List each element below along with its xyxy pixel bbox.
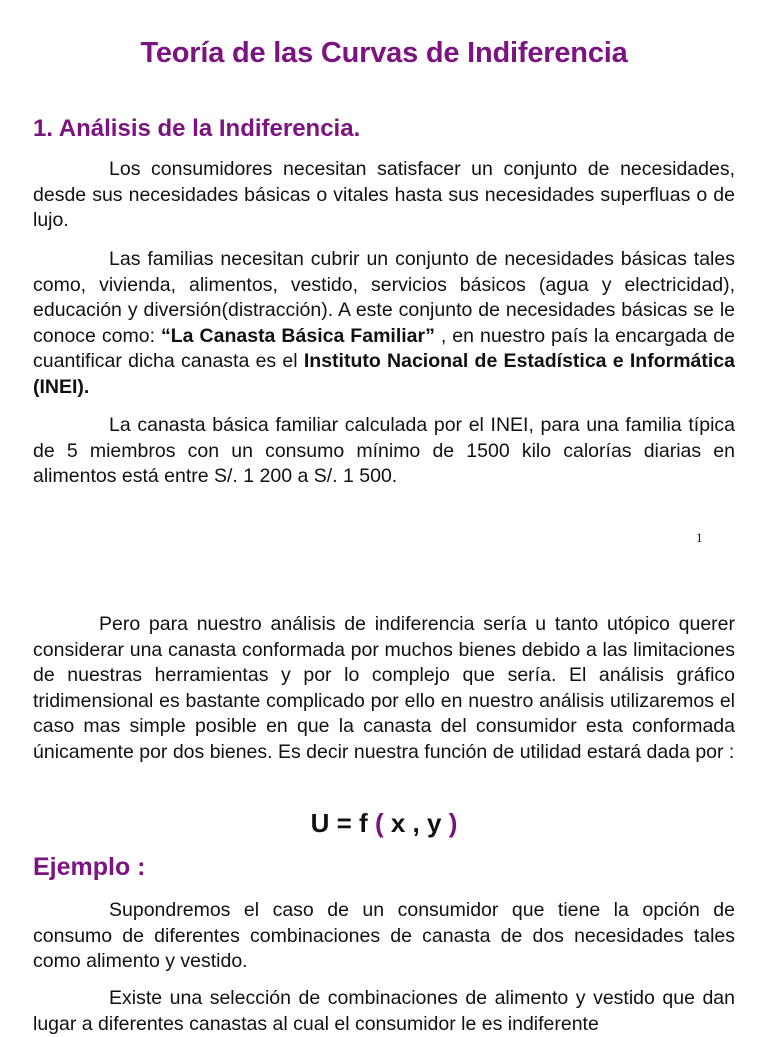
formula-open-paren: ( [374,808,384,838]
paragraph-5-text: Supondremos el caso de un consumidor que tiene la opción de consumo de diferentes combinaciones de canasta de dos necesidades tales como alimento y vestido. [33,899,735,972]
paragraph-2-text-b: , en nuestro país la encargada de cuantificar dicha canasta es el [33,324,735,372]
paragraph-6 [33,986,735,1037]
example-heading: Ejemplo : [33,853,146,881]
canasta-basica-term: “La Canasta Básica Familiar” [161,324,435,347]
formula-lhs: U = [310,808,352,838]
paragraph-6-text: Existe una selección de combinaciones de alimento y vestido que dan lugar a diferentes canastas al cual el consumidor le es indiferente [33,987,735,1035]
paragraph-4 [33,612,735,765]
formula-args: x , y [390,808,442,838]
paragraph-3-text: La canasta básica familiar calculada por el INEI, para una familia típica de 5 miembros con un consumo mínimo de 1500 kilo calorías diarias en alimentos está entre S/. 1 200 a S/. 1 500. [33,414,735,487]
paragraph-2-text-a: Las familias necesitan cubrir un conjunto de necesidades básicas tales como, vivienda, alimentos, vestido, servicios básicos (agua y electricidad), educación y diversión(distracción). A este conjunto de necesidades básicas se le conoce como: [33,248,735,347]
formula-close-paren: ) [448,808,458,838]
paragraph-5 [33,898,735,975]
paragraph-2 [33,247,735,400]
paragraph-4-text: Pero para nuestro análisis de indiferencia sería u tanto utópico querer considerar una canasta conformada por muchos bienes debido a las limitaciones de nuestras herramientas y por lo complejo que sería. El análisis gráfico tridimensional es bastante complicado por ello en nuestro análisis utilizaremos el caso mas simple posible en que la canasta del consumidor esta conformada únicamente por dos bienes. Es decir nuestra función de utilidad estará dada por : [33,613,735,763]
inei-term: Instituto Nacional de Estadística e Informática (INEI). [33,350,735,398]
paragraph-3 [33,413,735,490]
page-number: 1 [696,530,703,545]
formula-function: f [359,808,368,838]
paragraph-1-text: Los consumidores necesitan satisfacer un conjunto de necesidades, desde sus necesidades básicas o vitales hasta sus necesidades superfluas o de lujo. [33,158,735,231]
document-title: Teoría de las Curvas de Indiferencia [140,37,628,69]
paragraph-1 [33,157,735,234]
utility-formula [33,808,735,839]
section-heading: 1. Análisis de la Indiferencia. [33,115,361,142]
